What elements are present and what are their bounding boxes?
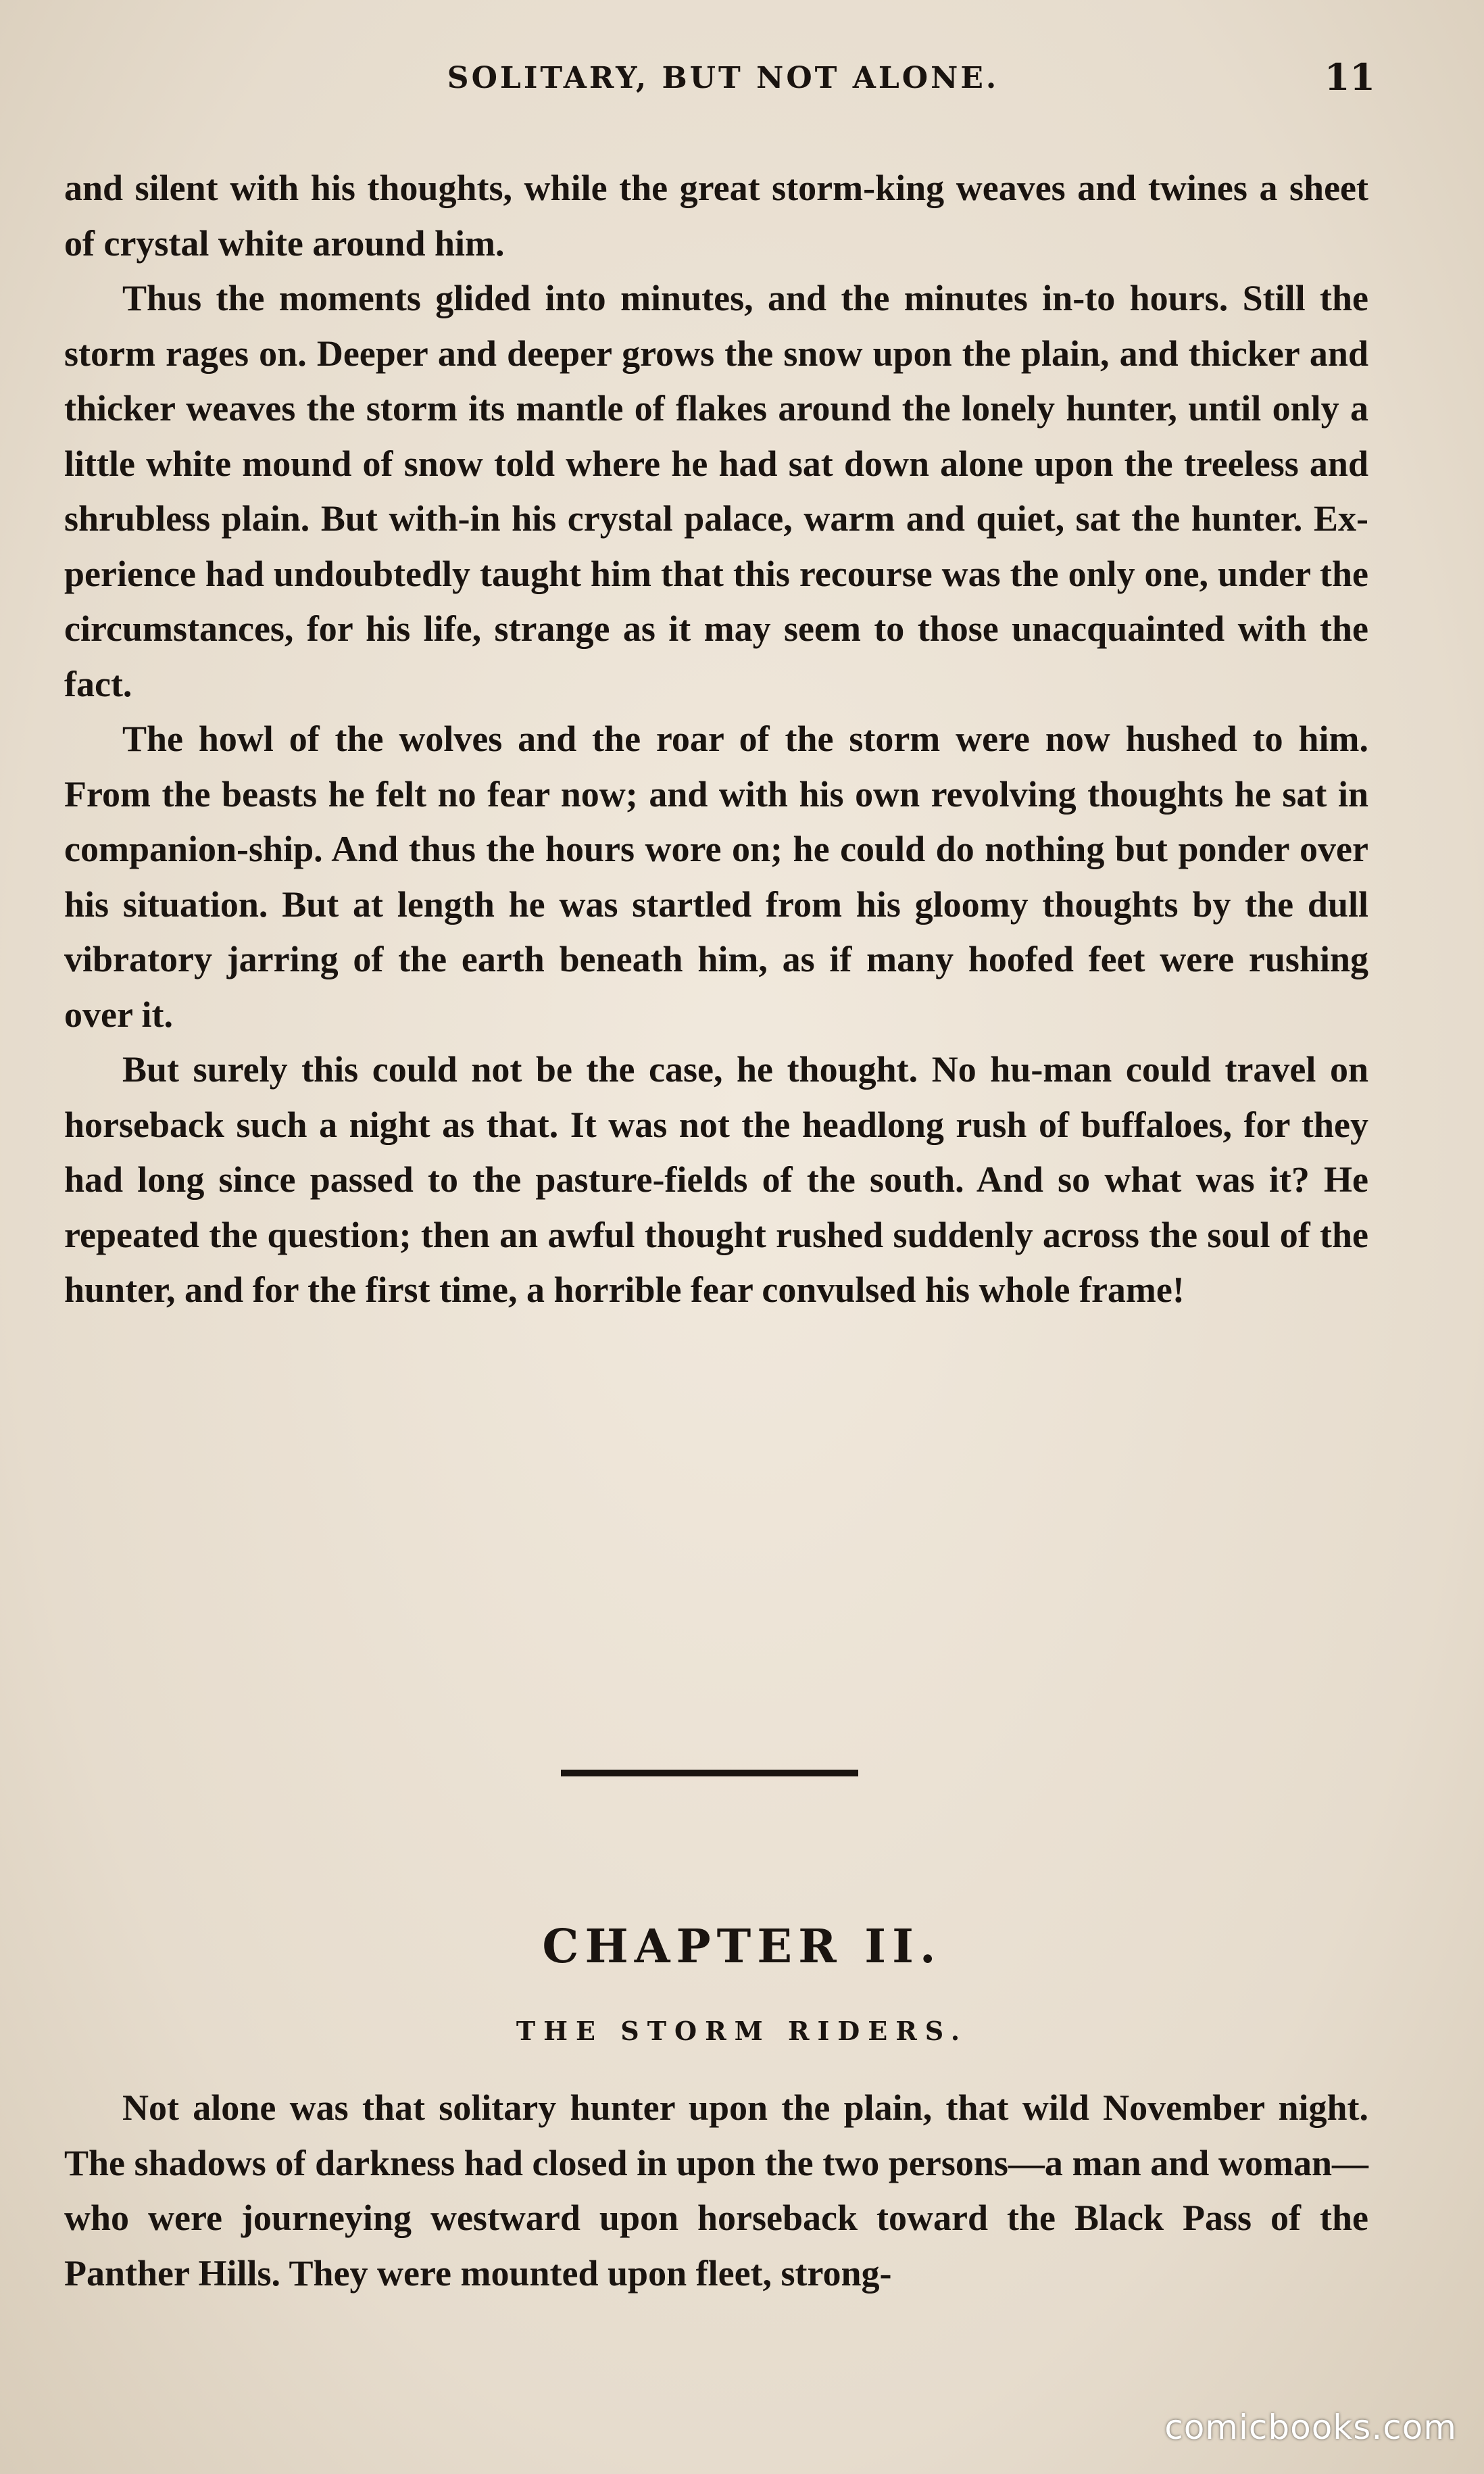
text-line: The howl of the wolves and the roar of the storm were <box>122 719 1045 759</box>
running-head: SOLITARY, BUT NOT ALONE. <box>447 61 999 95</box>
text-line: the storm its mantle of flakes around the lonely hunter, until <box>306 388 1272 429</box>
text-line: but ponder over his situation. But at length he was startled <box>64 829 1368 925</box>
text-line: Not alone was that solitary hunter upon the plain, that <box>122 2087 1022 2128</box>
text-line: a horrible fear convulsed his whole frame! <box>526 1269 1185 1310</box>
text-line: from his gloomy thoughts by the dull vibratory jarring of <box>64 883 1369 979</box>
text-line: of the Panther Hills. They were mounted upon fleet, strong- <box>64 2198 1368 2294</box>
text-line: man could travel on horseback such a night as that. It was <box>64 1049 1368 1145</box>
text-line: it may seem to those unacquainted with the fact. <box>64 608 1368 704</box>
text-line: suddenly across the soul of the hunter, and for the first time, <box>64 1214 1368 1310</box>
chapter-text <box>64 2081 1368 2301</box>
text-line: and twines a sheet of crystal white around him. <box>64 168 1368 264</box>
text-line: in his crystal palace, warm and quiet, sat the hunter. Ex- <box>470 498 1368 539</box>
text-line: the only one, under the circumstances, for his life, strange as <box>64 553 1368 649</box>
text-line: down alone upon the treeless and shrubless plain. But with- <box>64 443 1368 539</box>
text-line: and with his own revolving thoughts he sat in companion- <box>64 773 1368 869</box>
paragraph-1 <box>64 161 1368 271</box>
text-line: ship. And thus the hours wore on; he could do nothing <box>249 829 1115 869</box>
page-number: 11 <box>1324 55 1375 99</box>
text-line: now hushed to him. From the beasts he felt no fear now; <box>64 719 1368 815</box>
section-separator <box>561 1770 858 1776</box>
text-line: But surely this could not be the case, he thought. No hu- <box>122 1049 1043 1090</box>
text-line: to hours. Still the storm rages on. Deeper and deeper <box>64 278 1368 374</box>
text-line: Thus the moments glided into minutes, and the minutes in- <box>122 278 1085 318</box>
page-header <box>64 55 1382 115</box>
text-line: grows the snow upon the plain, and thicker and thicker weaves <box>64 333 1368 429</box>
text-line: over it. <box>64 994 173 1035</box>
watermark: comicbooks.com <box>1164 2408 1457 2447</box>
paragraph-2 <box>64 271 1368 712</box>
text-line: it? He repeated the question; then an awful thought rushed <box>64 1159 1369 1255</box>
paragraph-4 <box>64 1042 1368 1318</box>
chapter-subtitle: THE STORM RIDERS. <box>516 2016 968 2046</box>
chapter-paragraph-1 <box>64 2081 1368 2301</box>
text-line: passed to the pasture-fields of the south. And so what was <box>310 1159 1269 1200</box>
text-line: only a little white mound of snow told where he had sat <box>64 388 1368 484</box>
text-line: perience had undoubtedly taught him that this recourse was <box>64 553 1010 594</box>
text-line: wild November night. The shadows of darkness had closed <box>64 2087 1368 2183</box>
paragraph-3 <box>64 712 1368 1042</box>
text-line: not the headlong rush of buffaloes, for they had long since <box>64 1104 1368 1200</box>
body-text <box>64 161 1368 1318</box>
text-line: in upon the two persons—a man and woman—who were <box>64 2142 1369 2238</box>
chapter-title: CHAPTER II. <box>542 1920 942 1974</box>
text-line: journeying westward upon horseback toward the Black Pass <box>241 2198 1271 2238</box>
text-line: and silent with his thoughts, while the great storm-king weaves <box>64 168 1078 208</box>
text-line: the earth beneath him, as if many hoofed feet were rushing <box>398 939 1369 979</box>
